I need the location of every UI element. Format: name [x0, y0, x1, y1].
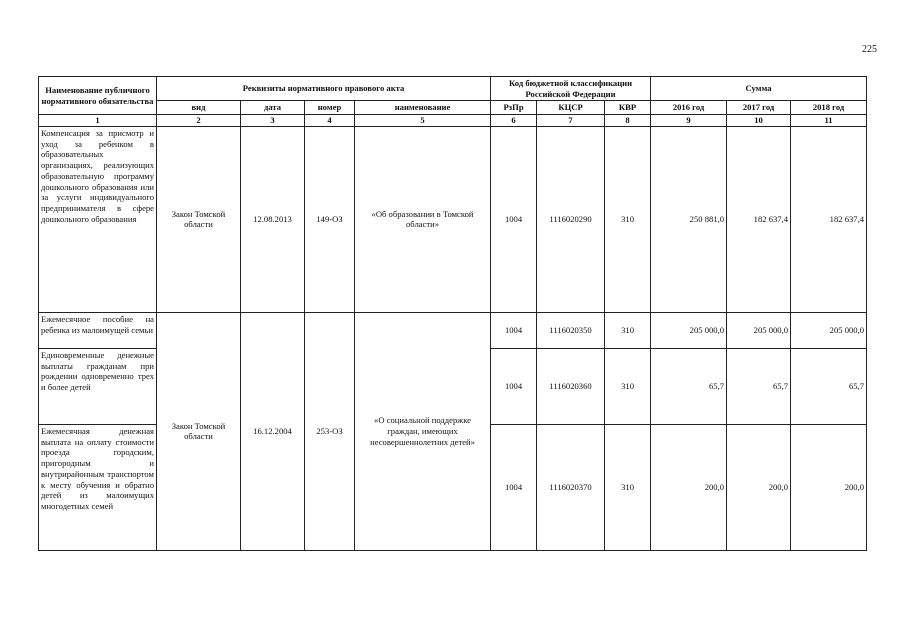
col-num: 10 [727, 115, 791, 127]
header-rzpr: РзПр [491, 101, 537, 115]
sum-2018: 205 000,0 [791, 312, 867, 348]
col-num: 2 [157, 115, 241, 127]
sum-2016: 250 881,0 [651, 126, 727, 312]
obligation-name: Единовременные денежные выплаты гражданам при рождении одновременно трех и более детей [39, 348, 157, 424]
col-num: 7 [537, 115, 605, 127]
act-vid: Закон Томской области [157, 312, 241, 550]
header-row-1 [39, 77, 867, 101]
header-kvr: КВР [605, 101, 651, 115]
sum-2017: 205 000,0 [727, 312, 791, 348]
rzpr: 1004 [491, 312, 537, 348]
obligation-name: Ежемесячная денежная выплата на оплату стоимости проезда городским, пригородным и внутрирайонным транспортом к месту обучения и обратно детей из малоимущих многодетных семей [39, 424, 157, 550]
sum-2017: 65,7 [727, 348, 791, 424]
header-2017: 2017 год [727, 101, 791, 115]
header-number: номер [305, 101, 355, 115]
obligation-name: Компенсация за присмотр и уход за ребенком в образовательных организациях, реализующих образовательную программу дошкольного образования или за услуги индивидуального предпринимателя в сфере дошкольного образования [39, 126, 157, 312]
kcsr: 1116020350 [537, 312, 605, 348]
rzpr: 1004 [491, 424, 537, 550]
sum-2017: 182 637,4 [727, 126, 791, 312]
header-2018: 2018 год [791, 101, 867, 115]
kvr: 310 [605, 126, 651, 312]
act-date: 16.12.2004 [241, 312, 305, 550]
kcsr: 1116020370 [537, 424, 605, 550]
page-number: 225 [862, 44, 877, 55]
kcsr: 1116020290 [537, 126, 605, 312]
col-num: 5 [355, 115, 491, 127]
col-num: 1 [39, 115, 157, 127]
sum-2016: 200,0 [651, 424, 727, 550]
header-date: дата [241, 101, 305, 115]
header-requisites: Реквизиты нормативного правового акта [157, 77, 491, 101]
sum-2018: 200,0 [791, 424, 867, 550]
column-number-row [39, 115, 867, 127]
header-row-2 [39, 101, 867, 115]
col-num: 6 [491, 115, 537, 127]
rzpr: 1004 [491, 348, 537, 424]
col-num: 8 [605, 115, 651, 127]
col-num: 11 [791, 115, 867, 127]
kvr: 310 [605, 348, 651, 424]
header-title: наименование [355, 101, 491, 115]
header-2016: 2016 год [651, 101, 727, 115]
header-budget-code: Код бюджетной классификации Российской Федерации [491, 77, 651, 101]
col-num: 9 [651, 115, 727, 127]
sum-2017: 200,0 [727, 424, 791, 550]
sum-2016: 65,7 [651, 348, 727, 424]
header-vid: вид [157, 101, 241, 115]
kvr: 310 [605, 424, 651, 550]
obligation-name: Ежемесячное пособие на ребенка из малоимущей семьи [39, 312, 157, 348]
sum-2018: 65,7 [791, 348, 867, 424]
act-title: «О социальной поддержке граждан, имеющих несовершеннолетних детей» [355, 312, 491, 550]
header-kcsr: КЦСР [537, 101, 605, 115]
kvr: 310 [605, 312, 651, 348]
act-vid: Закон Томской области [157, 126, 241, 312]
kcsr: 1116020360 [537, 348, 605, 424]
act-number: 149-ОЗ [305, 126, 355, 312]
act-title: «Об образовании в Томской области» [355, 126, 491, 312]
budget-table [38, 76, 867, 551]
table-row [39, 312, 867, 348]
rzpr: 1004 [491, 126, 537, 312]
table-row [39, 126, 867, 312]
col-num: 4 [305, 115, 355, 127]
col-num: 3 [241, 115, 305, 127]
header-sum: Сумма [651, 77, 867, 101]
sum-2016: 205 000,0 [651, 312, 727, 348]
header-name: Наименование публичного нормативного обязательства [39, 77, 157, 115]
sum-2018: 182 637,4 [791, 126, 867, 312]
act-number: 253-ОЗ [305, 312, 355, 550]
act-date: 12.08.2013 [241, 126, 305, 312]
